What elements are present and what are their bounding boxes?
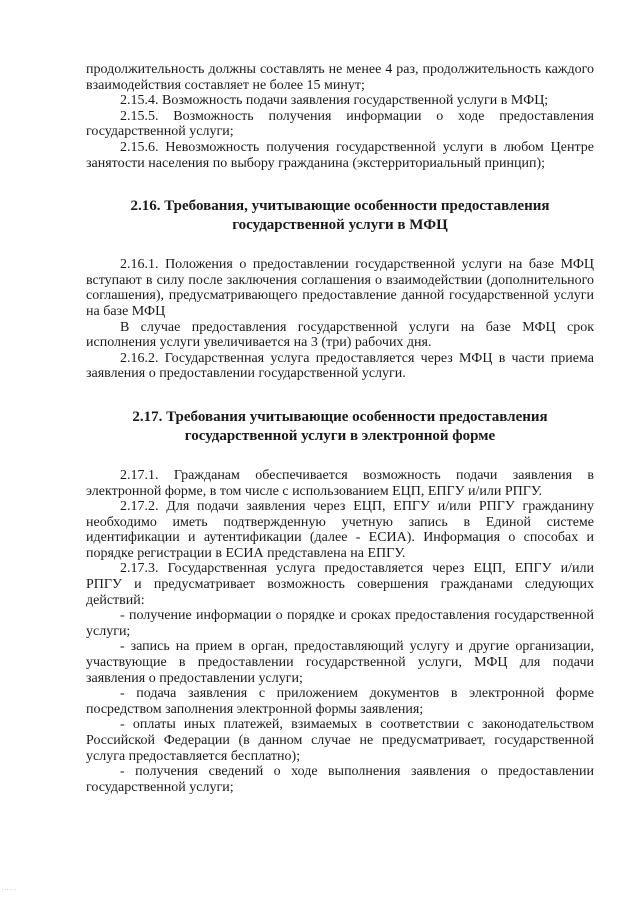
paragraph: 2.17.1. Гражданам обеспечивается возможность подачи заявления в электронной форме, в том числе с использованием ЕЦП, ЕПГУ и/или РПГУ. [86, 467, 594, 499]
list-item: - запись на прием в орган, предоставляющий услугу и другие организации, участвующие в предоставлении государственной услуги, МФЦ для подачи заявления о предоставлении услуги; [86, 639, 594, 686]
paragraph: 2.15.5. Возможность получения информации о ходе предоставления государственной услуги; [86, 108, 594, 140]
paragraph: 2.15.6. Невозможность получения государственной услуги в любом Центре занятости населения по выбору гражданина (экстерриториальный принцип); [86, 139, 594, 171]
document-page [86, 62, 594, 795]
paragraph: 2.15.4. Возможность подачи заявления государственной услуги в МФЦ; [120, 93, 549, 109]
paragraph: 2.16.2. Государственная услуга предоставляется через МФЦ в части приема заявления о предоставлении государственной услуги. [86, 350, 594, 382]
list-item: - подача заявления с приложением документов в электронной форме посредством заполнения электронной формы заявления; [86, 686, 594, 717]
list-item: - получения сведений о ходе выполнения заявления о предоставлении государственной услуги; [86, 764, 594, 795]
paragraph: 2.16.1. Положения о предоставлении государственной услуги на базе МФЦ вступают в силу после заключения соглашения о взаимодействии (дополнительного соглашения), предусматривающего предоставление данной государственной услуги на базе МФЦ [86, 257, 594, 319]
paragraph: продолжительность должны составлять не менее 4 раз, продолжительность каждого взаимодействия составляет не более 15 минут; [86, 62, 594, 93]
paragraph: 2.17.3. Государственная услуга предоставляется через ЕЦП, ЕПГУ и/или РПГУ и предусматривает возможность совершения гражданами следующих действий: [86, 561, 594, 608]
section-heading-2-17: 2.17. Требования учитывающие особенности предоставления государственной услуги в электронной форме [132, 408, 548, 444]
list-item: - оплаты иных платежей, взимаемых в соответствии с законодательством Российской Федерации (в данном случае не предусматривает, государственной услуга предоставляется бесплатно); [86, 717, 594, 764]
list-item: - получение информации о порядке и сроках предоставления государственной услуги; [86, 608, 594, 639]
section-heading-2-16: 2.16. Требования, учитывающие особенности предоставления государственной услуги в МФЦ [130, 198, 550, 234]
scan-mark: ...... [2, 886, 17, 892]
paragraph: В случае предоставления государственной услуги на базе МФЦ срок исполнения услуги увеличивается на 3 (три) рабочих дня. [86, 319, 594, 351]
paragraph: 2.17.2. Для подачи заявления через ЕЦП, ЕПГУ и/или РПГУ гражданину необходимо иметь подтвержденную учетную запись в Единой системе идентификации и аутентификации (далее - ЕСИА). Информация о способах и порядке регистрации в ЕСИА представлена на ЕПГУ. [86, 499, 594, 561]
